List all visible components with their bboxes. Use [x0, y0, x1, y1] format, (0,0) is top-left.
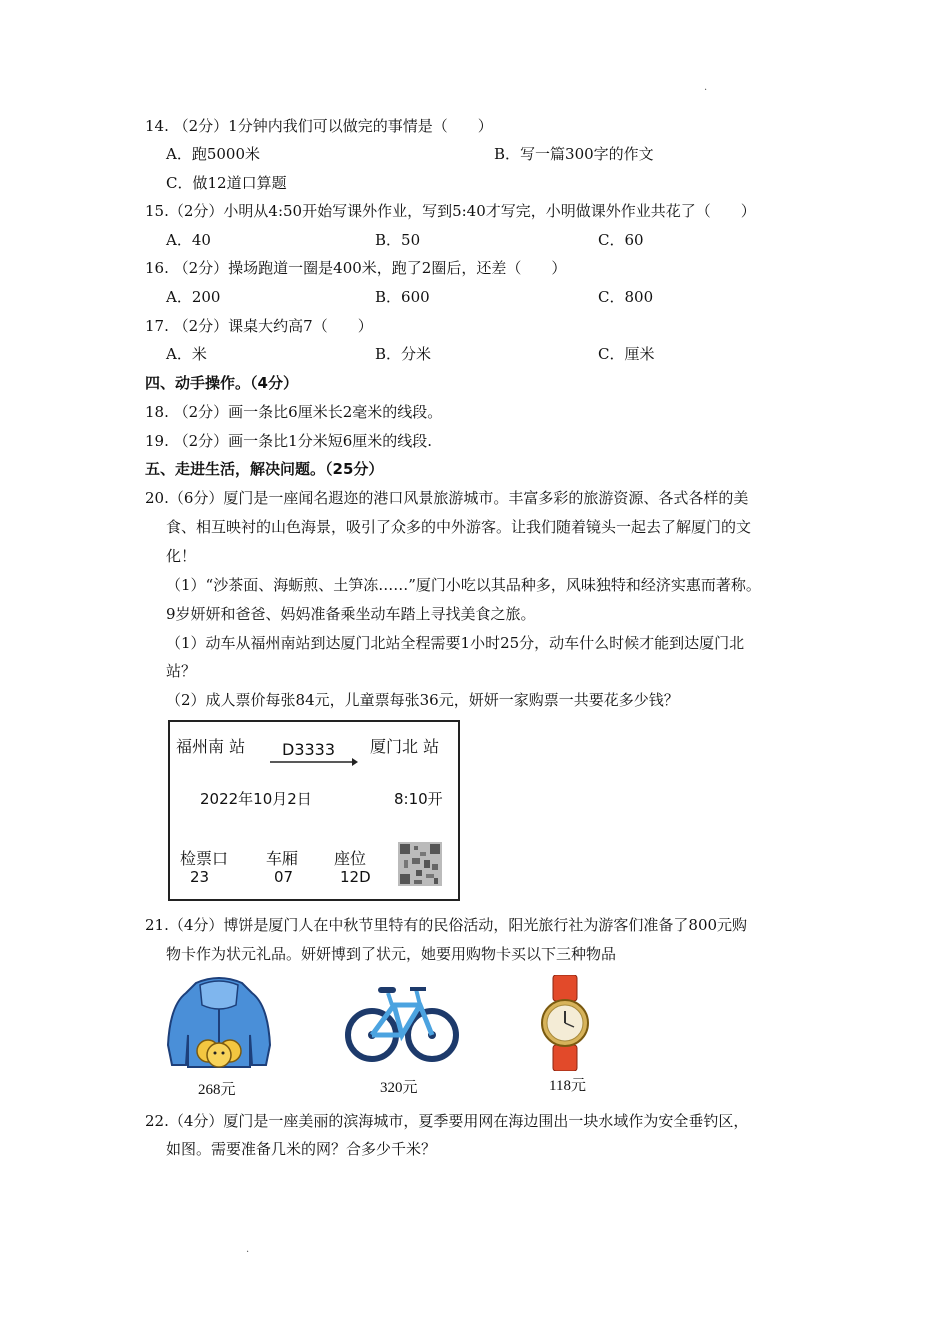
q20-line-2: 食、相互映衬的山色海景，吸引了众多的中外游客。让我们随着镜头一起去了解厦门的文: [166, 518, 752, 536]
ticket-car-label: 车厢: [266, 849, 299, 868]
ticket-date: 2022年10月2日: [200, 790, 312, 808]
section-4-heading: 四、动手操作。（4分）: [145, 374, 298, 392]
jacket-icon: [166, 975, 272, 1071]
ticket-departure-station: 福州南 站: [176, 737, 246, 756]
train-ticket: [168, 720, 460, 901]
q20-sub-1b: 站？: [166, 662, 197, 680]
bicycle-price: 320元: [380, 1080, 418, 1096]
q17-stem: 17. （2分）课桌大约高7（ ）: [145, 317, 373, 335]
bicycle-icon: [344, 975, 460, 1067]
ticket-seat-label: 座位: [334, 849, 367, 868]
q15-option-c: C．60: [598, 231, 644, 249]
jacket-price: 268元: [198, 1082, 236, 1098]
q15-option-a: A．40: [166, 231, 211, 249]
ticket-car-value: 07: [274, 868, 294, 886]
ticket-gate-label: 检票口: [180, 849, 229, 868]
q16-stem: 16. （2分）操场跑道一圈是400米，跑了2圈后，还差（ ）: [145, 259, 567, 277]
q20-line-3: 化！: [166, 547, 197, 565]
q15-option-b: B．50: [375, 231, 421, 249]
qr-code-icon: [398, 842, 442, 886]
q17-option-b: B．分米: [375, 345, 432, 363]
q15-stem: 15.（2分）小明从4:50开始写课外作业，写到5:40才写完，小明做课外作业共花了（ ）: [145, 202, 756, 220]
q20-sub-2: （2）成人票价每张84元，儿童票每张36元，妍妍一家购票一共要花多少钱？: [166, 691, 679, 709]
q20-line-1: 20.（6分）厦门是一座闻名遐迩的港口风景旅游城市。丰富多彩的旅游资源、各式各样的美: [145, 489, 749, 507]
q14-option-c: C．做12道口算题: [166, 174, 287, 192]
watch-icon: [540, 975, 590, 1071]
q17-option-c: C．厘米: [598, 345, 655, 363]
q21-line-1: 21.（4分）博饼是厦门人在中秋节里特有的民俗活动，阳光旅行社为游客们准备了800元购: [145, 916, 748, 934]
section-5-heading: 五、走进生活，解决问题。（25分）: [145, 460, 384, 478]
q20-para-1b: 9岁妍妍和爸爸、妈妈准备乘坐动车踏上寻找美食之旅。: [166, 605, 536, 623]
ticket-arrival-station: 厦门北 站: [370, 737, 440, 756]
q20-sub-1a: （1）动车从福州南站到达厦门北站全程需要1小时25分，动车什么时候才能到达厦门北: [166, 634, 745, 652]
ticket-train-number: D3333: [282, 740, 336, 759]
q16-option-a: A．200: [166, 288, 221, 306]
q22-line-1: 22.（4分）厦门是一座美丽的滨海城市，夏季要用网在海边围出一块水域作为安全垂钓区，: [145, 1112, 749, 1130]
q14-option-a: A．跑5000米: [166, 145, 261, 163]
q20-para-1a: （1）“沙茶面、海蛎煎、土笋冻……”厦门小吃以其品种多，风味独特和经济实惠而著称。: [166, 576, 761, 594]
footer-mark: .: [246, 1244, 250, 1255]
ticket-arrow-icon: [268, 756, 360, 768]
q14-stem: 14. （2分）1分钟内我们可以做完的事情是（ ）: [145, 117, 493, 135]
ticket-gate-value: 23: [190, 868, 210, 886]
ticket-time: 8:10开: [394, 790, 443, 808]
q14-option-b: B．写一篇300字的作文: [494, 145, 654, 163]
corner-mark: .: [704, 82, 708, 93]
q17-option-a: A．米: [166, 345, 207, 363]
ticket-seat-value: 12D: [340, 868, 371, 886]
q21-line-2: 物卡作为状元礼品。妍妍博到了状元，她要用购物卡买以下三种物品: [166, 945, 617, 963]
q22-line-2: 如图。需要准备几米的网？合多少千米？: [166, 1140, 437, 1158]
q16-option-b: B．600: [375, 288, 430, 306]
q16-option-c: C．800: [598, 288, 654, 306]
q18-stem: 18. （2分）画一条比6厘米长2毫米的线段。: [145, 403, 443, 421]
q19-stem: 19. （2分）画一条比1分米短6厘米的线段.: [145, 432, 433, 450]
watch-price: 118元: [549, 1078, 586, 1094]
